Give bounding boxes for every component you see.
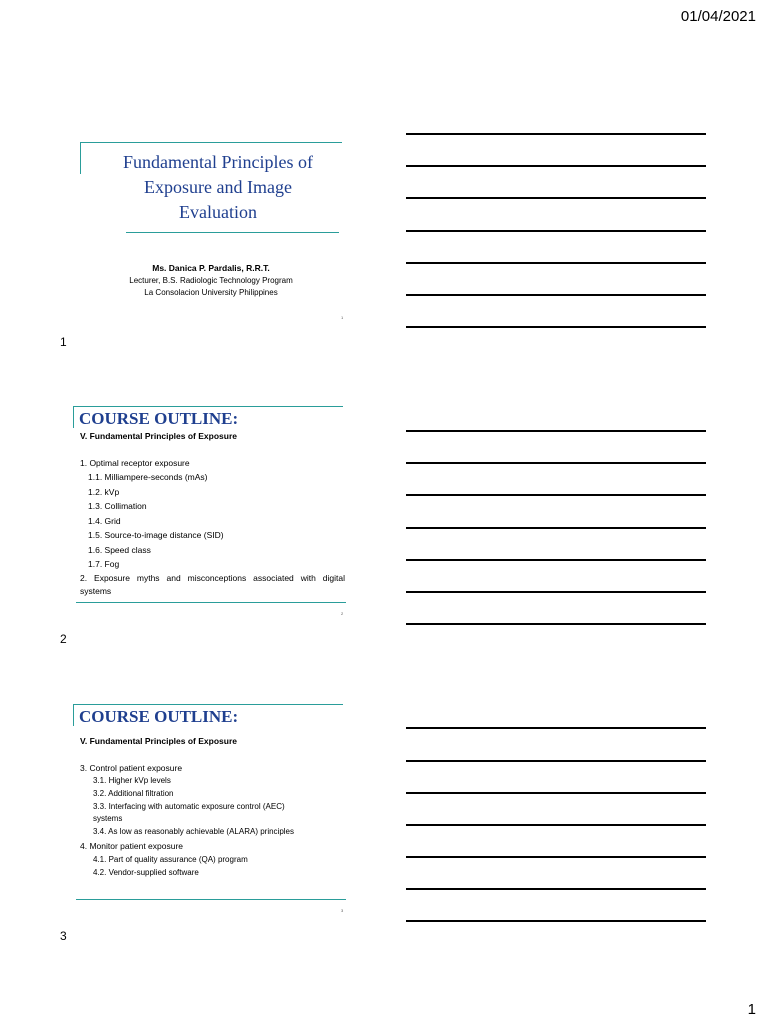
slide-1-number: 1 — [60, 335, 67, 349]
outline-item: 1.5. Source-to-image distance (SID) — [88, 530, 224, 540]
note-line — [406, 262, 706, 264]
note-line — [406, 462, 706, 464]
outline-item: 1.7. Fog — [88, 559, 120, 569]
title-line: Exposure and Image — [144, 177, 292, 197]
outline-item: 3.3. Interfacing with automatic exposure control (AEC) — [93, 802, 285, 811]
outline-item: 3.1. Higher kVp levels — [93, 776, 171, 785]
slide-3-accent-vertical — [73, 704, 74, 726]
note-line — [406, 591, 706, 593]
slide-1-accent-vertical — [80, 142, 81, 174]
slide-1-accent-top — [80, 142, 342, 143]
note-line — [406, 430, 706, 432]
slide-2-number: 2 — [60, 632, 67, 646]
title-line: Evaluation — [179, 202, 257, 222]
outline-item: 1.3. Collimation — [88, 501, 147, 511]
outline-item: 1.6. Speed class — [88, 545, 151, 555]
outline-item: 3.4. As low as reasonably achievable (ALARA) principles — [93, 827, 294, 836]
note-line — [406, 294, 706, 296]
note-line — [406, 824, 706, 826]
title-line: Fundamental Principles of — [123, 152, 313, 172]
slide-1-mark: 1 — [341, 315, 344, 320]
note-line — [406, 727, 706, 729]
slide-1-author: Ms. Danica P. Pardalis, R.R.T. — [152, 263, 270, 273]
note-line — [406, 888, 706, 890]
note-line — [406, 527, 706, 529]
note-line — [406, 920, 706, 922]
note-line — [406, 326, 706, 328]
outline-item: systems — [93, 814, 123, 823]
outline-item: 1. Optimal receptor exposure — [80, 458, 190, 468]
outline-item: 1.1. Milliampere-seconds (mAs) — [88, 472, 208, 482]
slide-1-accent-bottom — [126, 232, 339, 233]
slide-3-accent-top — [73, 704, 343, 705]
slide-2-mark: 2 — [341, 611, 344, 616]
slide-1-affiliation — [90, 275, 332, 299]
slide-2-accent-bottom — [76, 602, 346, 603]
slide-2-subheading: V. Fundamental Principles of Exposure — [80, 431, 237, 441]
note-line — [406, 559, 706, 561]
slide-3-heading: COURSE OUTLINE: — [79, 707, 239, 726]
slide-2-heading: COURSE OUTLINE: — [79, 409, 239, 428]
slide-3-number: 3 — [60, 929, 67, 943]
note-line — [406, 165, 706, 167]
slide-3-mark: 3 — [341, 908, 344, 913]
note-line — [406, 494, 706, 496]
outline-item: 4. Monitor patient exposure — [80, 841, 184, 851]
note-line — [406, 623, 706, 625]
note-line — [406, 197, 706, 199]
slide-2-accent-top — [73, 406, 343, 407]
outline-item: 3. Control patient exposure — [80, 763, 183, 773]
slide-3-accent-bottom — [76, 899, 346, 900]
slide-2-accent-vertical — [73, 406, 74, 428]
note-line — [406, 856, 706, 858]
page-date: 01/04/2021 — [680, 8, 756, 25]
author-institution: La Consolacion University Philippines — [144, 288, 278, 297]
slide-3-subheading: V. Fundamental Principles of Exposure — [80, 736, 237, 746]
note-line — [406, 792, 706, 794]
note-line — [406, 230, 706, 232]
outline-item: 2. Exposure myths and misconceptions associated with digital systems — [80, 573, 345, 596]
outline-item: 1.4. Grid — [88, 516, 121, 526]
outline-item: 1.2. kVp — [88, 487, 120, 497]
slide-1-title — [100, 150, 336, 225]
author-role: Lecturer, B.S. Radiologic Technology Program — [129, 276, 293, 285]
outline-item: 4.2. Vendor-supplied software — [93, 868, 199, 877]
note-line — [406, 133, 706, 135]
outline-item: 4.1. Part of quality assurance (QA) program — [93, 855, 248, 864]
page-number: 1 — [747, 1001, 756, 1018]
note-line — [406, 760, 706, 762]
outline-item: 3.2. Additional filtration — [93, 789, 174, 798]
